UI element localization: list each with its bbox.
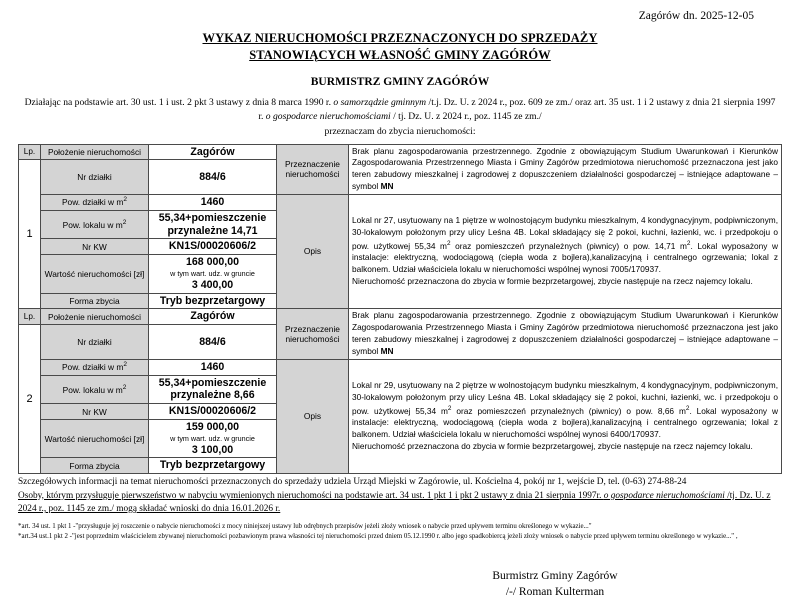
przeznaczenie-text-2: Brak planu zagospodarowania przestrzennego. Zgodnie z obowiązującym Studium Uwarunkowań i Kierunków Zagospodarowania Przestrzennego Miasta i Gminy Zagórów przedmiotowa nieruchomość przeznaczona jest jako teren zabudowy mieszkalnej i zagrodowej z dopuszczeniem działalności gospodarczej – istniejące adaptowane – symbol <box>352 310 778 356</box>
cell-wartosc-2 <box>149 420 277 458</box>
row-label-pow-lokalu-text: Pow. lokalu w m <box>62 384 123 395</box>
legal-basis-part3: / tj. Dz. U. z 2024 r., poz. 1145 ze zm./ <box>390 111 542 123</box>
column-header-lp: Lp. <box>19 144 41 160</box>
cell-nr-kw-2: KN1S/00020606/2 <box>149 404 277 420</box>
row-label-przeznaczenie: Przeznaczenie nieruchomości <box>277 144 349 194</box>
cell-pow-lokalu-1: 55,34+pomieszczenie przynależne 14,71 <box>149 210 277 239</box>
opis-text-a-1: Lokal nr 27, usytuowany na 1 piętrze w wolnostojącym budynku mieszkalnym, 4 kondygnacyjnym, podpiwniczonym, 30-lokalowym położonym przy ulicy Leśna 4B. Lokal składający się 2 pokoi, kuchni, łazienki, wc. i przedpokoju o pow. użytkowej 55,34 m <box>352 215 778 251</box>
superscript-2: 2 <box>446 239 451 247</box>
row-label-nr-kw: Nr KW <box>41 239 149 255</box>
wartosc-main-2: 159 000,00 <box>185 421 240 434</box>
opis-text-c-1: . Lokal wyposażony w instalacje: elektryczną, wodociągową (ciepła woda z bojlera),kanalizacyjną i centralnego ogrzewania; lokal z balkonem. Udział właściciela lokalu w nieruchomości wspólnej wynosi 7005/170937. <box>352 240 778 275</box>
cell-opis-2 <box>349 359 782 474</box>
przeznaczenie-text-1: Brak planu zagospodarowania przestrzennego. Zgodnie z obowiązującym Studium Uwarunkowań i Kierunków Zagospodarowania Przestrzennego Miasta i Gminy Zagórów przedmiotowa nieruchomość przeznaczona jest jako teren zabudowy mieszkalnej i zagrodowej z dopuszczeniem działalności gospodarczej – istniejące adaptowane – symbol <box>352 145 778 191</box>
cell-przeznaczenie-1 <box>349 144 782 194</box>
cell-lp-1: 1 <box>19 160 41 309</box>
wartosc-note-2: w tym wart. udz. w gruncie <box>170 434 255 444</box>
row-label-forma-zbycia: Forma zbycia <box>41 293 149 309</box>
przeznaczenie-symbol-1: MN <box>380 180 394 191</box>
properties-table <box>18 144 782 475</box>
signature-block <box>18 568 782 600</box>
document-title-line1: WYKAZ NIERUCHOMOŚCI PRZEZNACZONYCH DO SPRZEDAŻY <box>202 31 598 45</box>
opis-paragraph-2: Nieruchomość przeznaczona do zbycia w formie bezprzetargowej, zbycie następuje na rzecz najemcy lokalu. <box>352 440 753 451</box>
przeznaczenie-symbol-2: MN <box>380 345 394 356</box>
row-label-polozenie: Położenie nieruchomości <box>41 309 149 325</box>
row-label-pow-lokalu-text: Pow. lokalu w m <box>62 219 123 230</box>
cell-nr-dzialki-1: 884/6 <box>149 160 277 194</box>
cell-pow-lokalu-2: 55,34+pomieszczenie przynależne 8,66 <box>149 375 277 404</box>
row-label-forma-zbycia: Forma zbycia <box>41 458 149 474</box>
row-label-opis: Opis <box>277 194 349 309</box>
cell-wartosc-1 <box>149 255 277 293</box>
column-header-lp: Lp. <box>19 309 41 325</box>
cell-nr-dzialki-2: 884/6 <box>149 325 277 359</box>
row-label-przeznaczenie: Przeznaczenie nieruchomości <box>277 309 349 359</box>
document-title <box>18 30 782 64</box>
footnote-1: *art. 34 ust. 1 pkt 1 -"przysługuje jej roszczenie o nabycie nieruchomości z mocy niniejszej ustawy lub odrębnych przepisów jeżeli złoży wniosek o nabycie przed upływem terminu określonego w wykazie..." <box>18 522 592 530</box>
signature-title: Burmistrz Gminy Zagórów <box>492 569 618 582</box>
table-row <box>19 359 782 375</box>
legal-basis-paragraph <box>18 96 782 125</box>
row-label-nr-dzialki: Nr działki <box>41 160 149 194</box>
row-label-pow-dzialki <box>41 194 149 210</box>
cell-opis-1 <box>349 194 782 309</box>
opis-paragraph-1 <box>352 380 778 441</box>
footnotes-block <box>18 522 782 542</box>
row-label-wartosc: Wartość nieruchomości [zł] <box>41 420 149 458</box>
cell-forma-zbycia-2: Tryb bezprzetargowy <box>149 458 277 474</box>
cell-lp-2: 2 <box>19 325 41 474</box>
superscript-2: 2 <box>123 361 128 369</box>
footer-priority-part1: Osoby, którym przysługuje pierwszeństwo w nabyciu wymienionych nieruchomości na podstawie art. 34 ust. 1 pkt 1 i pkt 2 ustawy z dnia 21 sierpnia 1997r. <box>18 490 604 501</box>
footnote-2: *art.34 ust.1 pkt 2 -"jest poprzednim właścicielem zbywanej nieruchomości pozbawionym prawa własności tej nieruchomości przed dniem 05.12.1990 r. albo jego spadkobiercą jeżeli złoży wniosek o nabycie przed upływem terminu określonego w wykazie..." , <box>18 532 738 540</box>
cell-przeznaczenie-2 <box>349 309 782 359</box>
row-label-pow-dzialki-text: Pow. działki w m <box>61 197 124 208</box>
row-label-pow-lokalu <box>41 375 149 404</box>
legal-basis-part2: /t.j. Dz. U. z 2024 r., poz. 609 ze zm./ oraz art. 35 ust. 1 i 2 ustawy z dnia 21 sierpnia 1997 r. <box>258 96 776 123</box>
row-label-polozenie: Położenie nieruchomości <box>41 144 149 160</box>
legal-basis-italic1: o samorządzie gminnym <box>333 96 427 108</box>
table-row <box>19 144 782 160</box>
footer-contact-line: Szczegółowych informacji na temat nieruchomości przeznaczonych do sprzedaży udziela Urząd Miejski w Zagórowie, ul. Kościelna 4, pokój nr 1, wejście D, tel. (0-63) 274-88-24 <box>18 477 687 488</box>
wartosc-grunt-1: 3 400,00 <box>191 278 234 291</box>
cell-polozenie-1: Zagórów <box>149 144 277 160</box>
superscript-2: 2 <box>686 239 691 247</box>
row-label-pow-dzialki-text: Pow. działki w m <box>61 362 124 373</box>
opis-paragraph-1 <box>352 215 778 276</box>
row-label-pow-lokalu <box>41 210 149 239</box>
document-title-line2: STANOWIĄCYCH WŁASNOŚĆ GMINY ZAGÓRÓW <box>249 47 551 62</box>
opis-text-b-2: oraz pomieszczeń przynależnych (piwnicy) o pow. 8,66 m <box>451 405 686 416</box>
opis-text-c-2: . Lokal wyposażony w instalacje: elektryczną, wodociągową (ciepła woda z bojlera),kanalizacyjną i centralnego ogrzewania; lokal z balkonem. Udział właściciela lokalu w nieruchomości wspólnej wynosi 6400/170937. <box>352 405 778 440</box>
legal-basis-italic2: o gospodarce nieruchomościami <box>265 111 391 123</box>
row-label-opis: Opis <box>277 359 349 474</box>
document-subtitle: BURMISTRZ GMINY ZAGÓRÓW <box>310 75 490 88</box>
row-label-wartosc: Wartość nieruchomości [zł] <box>41 255 149 293</box>
wartosc-note-1: w tym wart. udz. w gruncie <box>170 269 255 279</box>
cell-nr-kw-1: KN1S/00020606/2 <box>149 239 277 255</box>
wartosc-grunt-2: 3 100,00 <box>191 443 234 456</box>
cell-pow-dzialki-1: 1460 <box>149 194 277 210</box>
opis-paragraph-2: Nieruchomość przeznaczona do zbycia w formie bezprzetargowej, zbycie następuje na rzecz najemcy lokalu. <box>352 276 753 286</box>
footer-priority-line <box>18 490 782 516</box>
wartosc-main-1: 168 000,00 <box>185 256 240 269</box>
superscript-2: 2 <box>685 404 690 412</box>
cell-forma-zbycia-1: Tryb bezprzetargowy <box>149 293 277 309</box>
superscript-2: 2 <box>447 404 452 412</box>
superscript-2: 2 <box>123 196 128 204</box>
cell-pow-dzialki-2: 1460 <box>149 359 277 375</box>
opis-text-b-1: oraz pomieszczeń przynależnych (piwnicy) o pow. 14,71 m <box>450 240 687 251</box>
superscript-2: 2 <box>122 383 127 391</box>
table-row <box>19 194 782 210</box>
footer-priority-part2: /tj. Dz. U. z 2024 r., poz. 1145 ze zm./ mogą składać wnioski do dnia 16.01.2026 r. <box>18 490 771 514</box>
signature-name: /-/ Roman Kulterman <box>505 586 605 599</box>
table-row <box>19 309 782 325</box>
document-date: Zagórów dn. 2025-12-05 <box>638 10 754 22</box>
opis-text-a-2: Lokal nr 29, usytuowany na 2 piętrze w wolnostojącym budynku mieszkalnym, 4 kondygnacyjnym, podpiwniczonym, 30-lokalowym położonym przy ulicy Leśna 4B. Lokal składający się 2 pokoi, kuchni, łazienki, wc. i przedpokoju o pow. użytkowej 55,34 m <box>352 380 778 416</box>
legal-basis-part1: Działając na podstawie art. 30 ust. 1 i ust. 2 pkt 3 ustawy z dnia 8 marca 1990 r. <box>24 96 334 108</box>
footer-information <box>18 476 782 516</box>
footer-priority-italic: o gospodarce nieruchomościami <box>603 490 725 501</box>
row-label-nr-kw: Nr KW <box>41 404 149 420</box>
row-label-nr-dzialki: Nr działki <box>41 325 149 359</box>
row-label-pow-dzialki <box>41 359 149 375</box>
cell-polozenie-2: Zagórów <box>149 309 277 325</box>
superscript-2: 2 <box>122 218 127 226</box>
declaration-line: przeznaczam do zbycia nieruchomości: <box>324 125 476 137</box>
